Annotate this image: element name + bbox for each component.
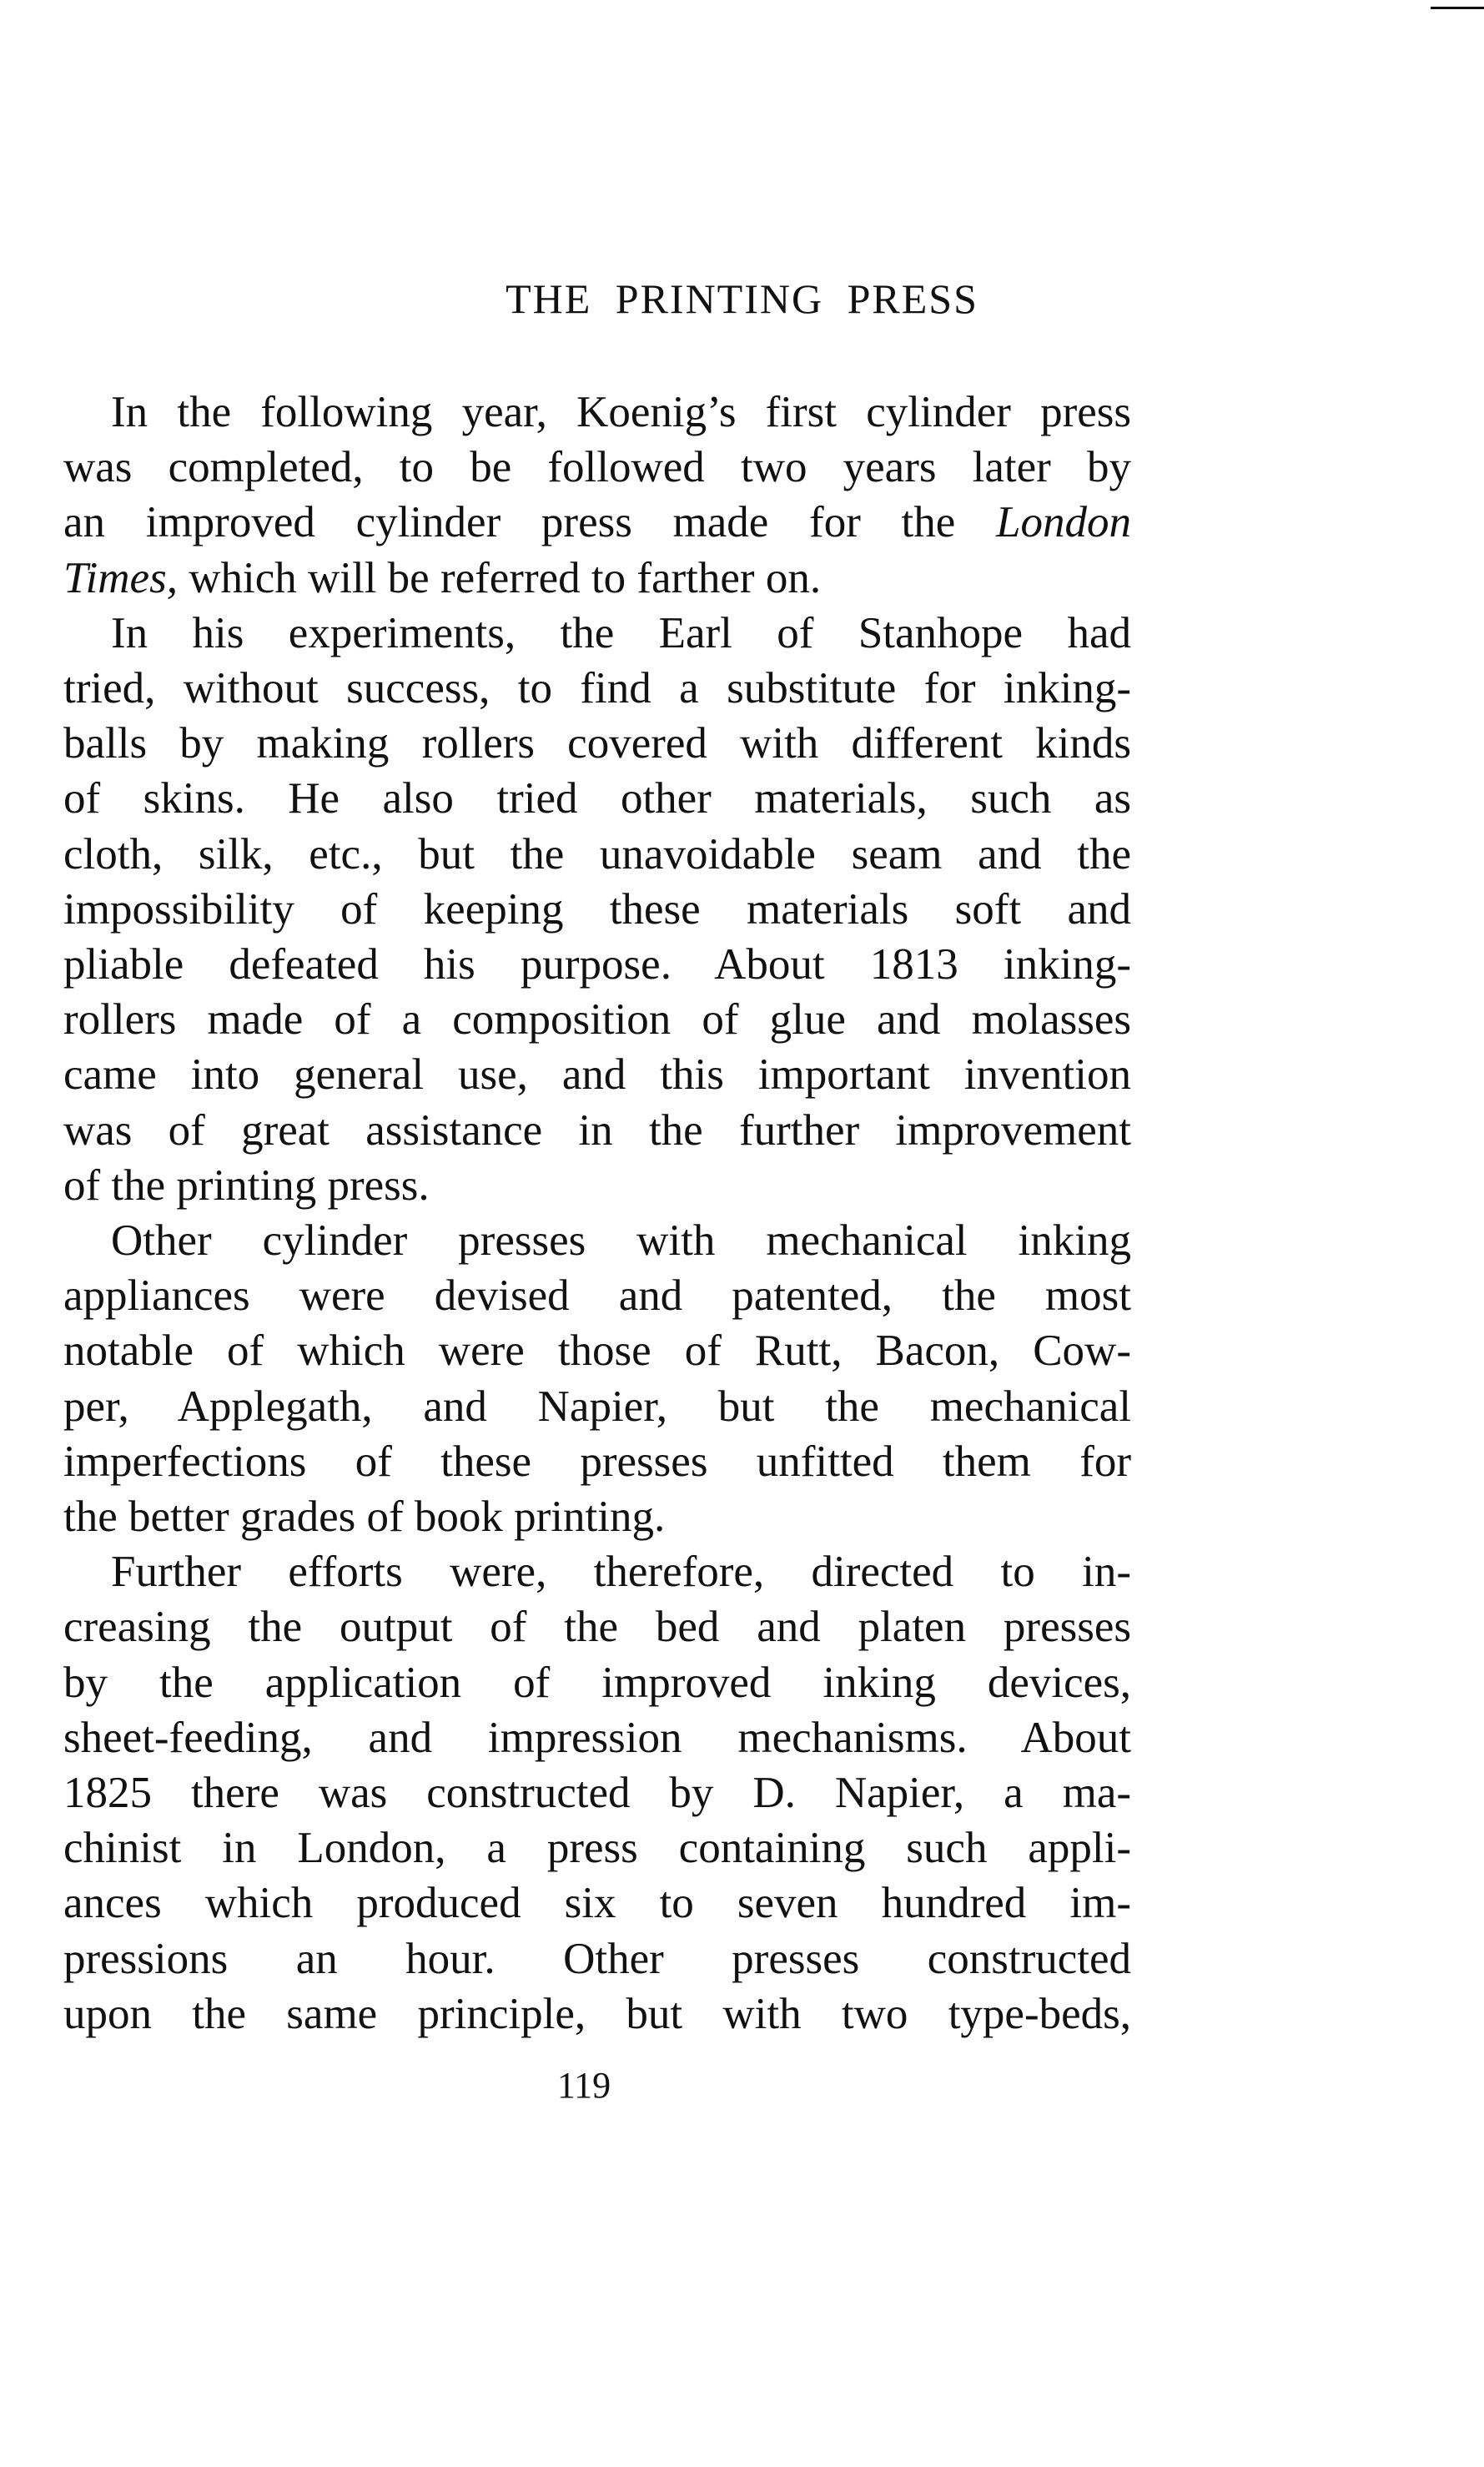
- text-span: appliances were devised and patented, the most: [63, 1271, 1131, 1321]
- text-line: [111, 385, 1131, 440]
- text-line: [63, 771, 1131, 826]
- text-line: [63, 1931, 1131, 1986]
- text-line: [111, 1544, 1131, 1599]
- text-line: [63, 1599, 1131, 1654]
- text-span: pliable defeated his purpose. About 1813 inking-: [63, 940, 1131, 989]
- text-span: balls by making rollers covered with different kinds: [63, 719, 1131, 768]
- text-span: 1825 there was constructed by D. Napier, a ma-: [63, 1769, 1131, 1817]
- text-line: [63, 937, 1131, 992]
- italic-text: Times,: [63, 553, 178, 602]
- text-line: [111, 606, 1131, 661]
- text-span: notable of which were those of Rutt, Bacon, Cow-: [63, 1327, 1131, 1376]
- text-line: [63, 992, 1131, 1047]
- text-span: cloth, silk, etc., but the unavoidable seam and the: [63, 829, 1131, 879]
- text-span: was completed, to be followed two years later by: [63, 443, 1131, 492]
- running-head: THE PRINTING PRESS: [506, 275, 978, 322]
- text-line: [63, 716, 1131, 771]
- text-span: per, Applegath, and Napier, but the mechanical: [63, 1382, 1131, 1431]
- text-span: In his experiments, the Earl of Stanhope had: [111, 608, 1131, 657]
- text-line: [63, 1820, 1131, 1875]
- text-span: the better grades of book printing.: [63, 1493, 666, 1541]
- text-line: [63, 440, 1131, 495]
- text-line: [63, 1765, 1131, 1820]
- text-span: Other cylinder presses with mechanical inking: [111, 1216, 1131, 1265]
- text-line: [111, 1213, 1131, 1268]
- text-span: imperfections of these presses unfitted them for: [63, 1437, 1131, 1486]
- text-span: creasing the output of the bed and platen presses: [63, 1603, 1131, 1652]
- italic-text: London: [996, 498, 1131, 547]
- text-span: pressions an hour. Other presses constructed: [63, 1934, 1131, 1983]
- text-line: [63, 827, 1131, 882]
- text-line: [63, 1103, 1131, 1158]
- text-line: [63, 495, 1131, 550]
- text-line: [63, 1489, 1131, 1544]
- text-line: [63, 1047, 1131, 1102]
- text-span: tried, without success, to find a substitute for inking-: [63, 664, 1131, 712]
- text-span: came into general use, and this important invention: [63, 1050, 1131, 1100]
- text-span: chinist in London, a press containing such appli-: [63, 1824, 1131, 1873]
- text-span: which will be referred to farther on.: [177, 553, 822, 602]
- text-line: [63, 1434, 1131, 1489]
- text-line: [63, 1323, 1131, 1378]
- text-line: [63, 1710, 1131, 1765]
- text-span: Further efforts were, therefore, directed to in-: [111, 1548, 1131, 1597]
- text-span: impossibility of keeping these materials soft and: [63, 884, 1131, 934]
- text-line: [63, 1379, 1131, 1434]
- text-line: [63, 1986, 1131, 2042]
- text-span: upon the same principle, but with two type-beds,: [63, 1989, 1131, 2038]
- text-span: ances which produced six to seven hundred im-: [63, 1879, 1131, 1928]
- text-span: by the application of improved inking devices,: [63, 1658, 1131, 1707]
- page-number: 119: [556, 2065, 611, 2106]
- text-span: of skins. He also tried other materials, such as: [63, 774, 1131, 823]
- text-line: [63, 551, 1131, 606]
- text-span: sheet-feeding, and impression mechanisms. About: [63, 1713, 1131, 1762]
- text-span: rollers made of a composition of glue and molasses: [63, 995, 1131, 1045]
- text-span: In the following year, Koenig’s first cylinder press: [111, 388, 1131, 436]
- text-span: was of great assistance in the further improvement: [63, 1105, 1131, 1155]
- text-line: [63, 1875, 1131, 1931]
- text-line: [63, 1158, 1131, 1213]
- text-span: an improved cylinder press made for the: [63, 498, 997, 547]
- text-line: [63, 1655, 1131, 1710]
- text-line: [63, 1268, 1131, 1323]
- text-span: of the printing press.: [63, 1160, 430, 1210]
- text-line: [63, 882, 1131, 937]
- text-line: [63, 661, 1131, 716]
- page-edge-rule: [1431, 7, 1484, 9]
